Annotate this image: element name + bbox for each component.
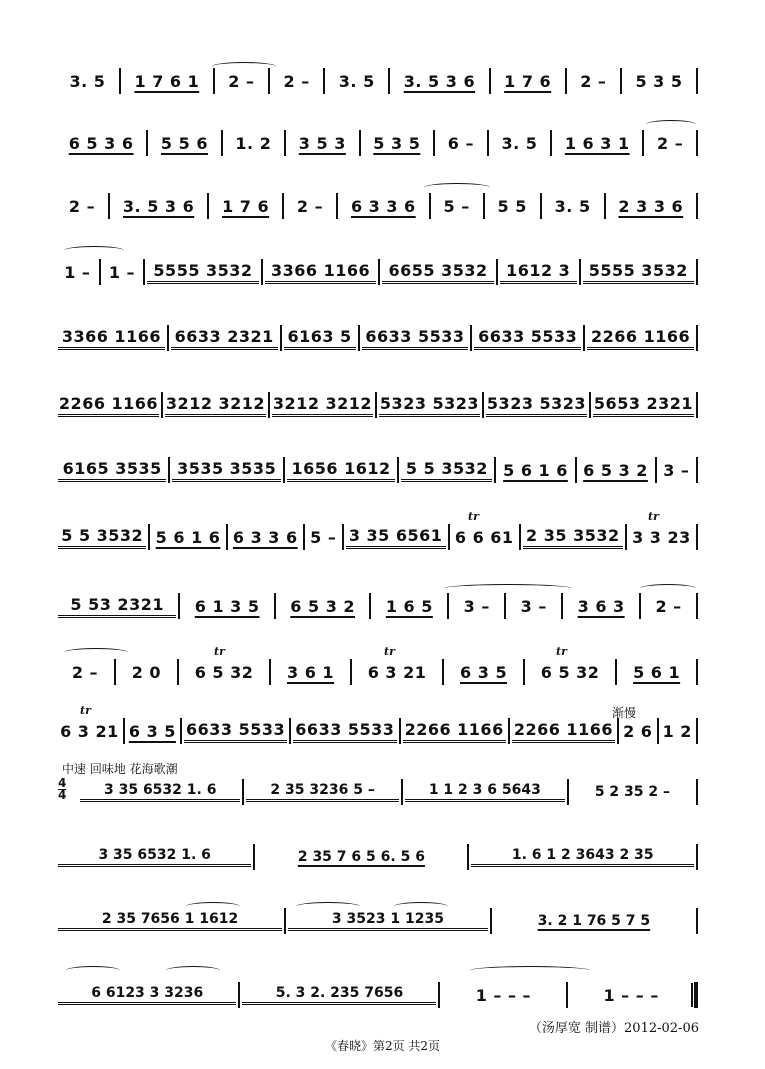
measure: 5 6 1 6 <box>155 527 221 547</box>
measure: 1656 1612 <box>287 459 395 482</box>
score-line <box>58 457 700 483</box>
bar-line <box>378 259 380 285</box>
bar-line <box>625 524 627 550</box>
measure: 1 – – – <box>475 985 532 1005</box>
bar-line <box>161 392 163 418</box>
arranger-credit: （汤厚宽 制谱）2012-02-06 <box>528 1021 699 1036</box>
bar-line <box>496 259 498 285</box>
trill-mark: tr <box>556 645 567 658</box>
bar-line <box>399 718 401 744</box>
measure: 5 – <box>310 527 337 547</box>
measure: 6 3 5 <box>128 721 176 741</box>
bar-line <box>696 68 698 94</box>
bar-line <box>178 593 180 619</box>
bar-line <box>467 844 469 870</box>
measure: 2 6 <box>623 721 653 741</box>
measure: 6165 3535 <box>58 459 166 482</box>
bar-line <box>696 325 698 351</box>
bar-line <box>221 130 223 156</box>
measure: 6163 5 <box>284 327 356 350</box>
measure: 3. 5 <box>69 71 106 91</box>
slur-arc <box>64 246 124 255</box>
slur-arc <box>470 966 590 975</box>
bar-line <box>540 193 542 219</box>
bar-line <box>657 718 659 744</box>
measure: 1. 2 <box>235 133 272 153</box>
tempo-marking: 中速 回味地 花海歌潮 <box>62 762 178 776</box>
bar-line <box>566 982 568 1008</box>
measure: 5555 3532 <box>583 261 695 284</box>
measure: 3. 5 3 6 <box>122 196 195 216</box>
measure: 6 6123 3 3236 <box>58 985 236 1005</box>
measure: 3 – <box>520 596 547 616</box>
score-line <box>58 718 700 744</box>
bar-line <box>696 844 698 870</box>
bar-line <box>213 68 215 94</box>
trill-mark: tr <box>468 510 479 523</box>
bar-line <box>567 779 569 805</box>
measure: 2 0 <box>131 662 162 682</box>
bar-line <box>168 457 170 483</box>
bar-line <box>283 457 285 483</box>
trill-mark: tr <box>384 645 395 658</box>
measure: 3212 3212 <box>272 394 373 417</box>
measure: 3 5 3 <box>298 133 346 153</box>
score-line <box>58 982 700 1008</box>
bar-line <box>604 193 606 219</box>
measure: 1 – <box>64 262 91 282</box>
bar-line <box>487 130 489 156</box>
measure: 3 3 23 <box>632 527 691 547</box>
bar-line <box>146 130 148 156</box>
score-line <box>58 130 700 156</box>
bar-line <box>696 193 698 219</box>
measure: 1 1 2 3 6 5643 <box>405 782 565 802</box>
measure: 3 6 3 <box>577 596 625 616</box>
score-line <box>58 392 700 418</box>
score-line <box>58 325 700 351</box>
bar-line <box>268 392 270 418</box>
bar-line <box>375 392 377 418</box>
measure: 3. 5 3 6 <box>403 71 476 91</box>
bar-line <box>401 779 403 805</box>
slur-arc <box>424 183 490 192</box>
measure: 5 6 1 <box>633 662 681 682</box>
bar-line <box>123 718 125 744</box>
time-signature-top: 4 <box>58 776 67 790</box>
score-line <box>58 844 700 870</box>
measure: 5555 3532 <box>147 261 259 284</box>
bar-line <box>358 325 360 351</box>
bar-line <box>655 457 657 483</box>
measure: 3. 2 1 76 5 7 5 <box>537 913 651 929</box>
bar-line <box>274 593 276 619</box>
slur-arc <box>640 584 696 593</box>
bar-line <box>617 718 619 744</box>
bar-line <box>429 193 431 219</box>
measure: 2266 1166 <box>512 720 615 743</box>
bar-line <box>442 659 444 685</box>
bar-line <box>242 779 244 805</box>
bar-line <box>579 259 581 285</box>
measure: 6 3 21 <box>60 721 119 741</box>
measure: 6 5 3 2 <box>583 460 648 480</box>
trill-mark: tr <box>80 704 91 717</box>
measure: 6633 5533 <box>293 720 396 743</box>
measure: 2266 1166 <box>58 394 159 417</box>
measure: 1 7 6 1 <box>134 71 200 91</box>
slur-arc <box>646 120 696 129</box>
measure: 2266 1166 <box>587 327 694 350</box>
measure: 2 – <box>68 196 96 216</box>
measure: 3 – <box>663 460 690 480</box>
bar-line <box>620 68 622 94</box>
bar-line <box>489 68 491 94</box>
measure: 3 35 6561 <box>346 526 446 549</box>
measure: 2 35 3236 5 – <box>246 782 398 802</box>
measure: 2 35 3532 <box>523 526 623 549</box>
measure: 3535 3535 <box>172 459 280 482</box>
measure: 6 1 3 5 <box>194 596 260 616</box>
trill-mark: tr <box>214 645 225 658</box>
measure: 5 – <box>443 196 470 216</box>
slur-arc <box>66 966 120 975</box>
measure: 3366 1166 <box>265 261 377 284</box>
slur-arc <box>394 902 448 911</box>
bar-line <box>336 193 338 219</box>
measure: 1 6 5 <box>385 596 433 616</box>
slur-arc <box>64 648 128 657</box>
bar-line <box>323 68 325 94</box>
measure: 2 – <box>655 596 682 616</box>
measure: 5 3 5 <box>373 133 421 153</box>
measure: 2 – <box>580 71 607 91</box>
bar-line <box>261 259 263 285</box>
measure: 2 – <box>71 662 99 682</box>
bar-line <box>238 982 240 1008</box>
bar-line <box>284 130 286 156</box>
measure: 5 5 3532 <box>401 459 492 482</box>
bar-line <box>490 908 492 934</box>
bar-line <box>575 457 577 483</box>
bar-line <box>696 130 698 156</box>
measure: 2 3 3 6 <box>618 196 684 216</box>
measure: 6 5 32 <box>194 662 254 682</box>
measure: 3 – <box>463 596 490 616</box>
measure: 6 5 3 2 <box>290 596 356 616</box>
measure: 5 6 1 6 <box>503 460 568 480</box>
bar-line <box>508 718 510 744</box>
measure: 6 5 32 <box>540 662 600 682</box>
bar-line <box>342 524 344 550</box>
bar-line <box>268 68 270 94</box>
time-signature <box>58 778 66 801</box>
score-line <box>58 524 700 550</box>
bar-line <box>696 659 698 685</box>
measure: 6 – <box>447 133 474 153</box>
bar-line <box>642 130 644 156</box>
measure: 6633 5533 <box>184 720 287 743</box>
measure: 3 3523 1 1235 <box>288 911 488 931</box>
bar-line <box>448 524 450 550</box>
measure: 2 35 7656 1 1612 <box>58 911 282 931</box>
bar-line <box>433 130 435 156</box>
bar-line <box>519 524 521 550</box>
measure: 5 53 2321 <box>58 595 176 618</box>
time-signature-bottom: 4 <box>58 788 67 802</box>
score-line <box>58 68 700 94</box>
measure: 1 – <box>108 262 136 282</box>
measure: 1 – – – <box>603 985 659 1005</box>
measure: 6 6 61 <box>454 527 514 547</box>
bar-line <box>550 130 552 156</box>
measure: 5323 5323 <box>379 394 480 417</box>
measure: 3366 1166 <box>58 327 165 350</box>
measure: 5323 5323 <box>486 394 587 417</box>
bar-line <box>282 193 284 219</box>
bar-line <box>119 68 121 94</box>
measure: 3 35 6532 1. 6 <box>80 782 240 802</box>
bar-line <box>447 593 449 619</box>
bar-line <box>523 659 525 685</box>
measure: 3. 5 <box>501 133 538 153</box>
measure: 1 7 6 <box>504 71 552 91</box>
bar-line <box>561 593 563 619</box>
bar-line <box>280 325 282 351</box>
bar-line <box>207 193 209 219</box>
bar-line <box>589 392 591 418</box>
bar-line <box>565 68 567 94</box>
measure: 6633 5533 <box>362 327 469 350</box>
slur-arc <box>186 902 240 911</box>
bar-line <box>696 593 698 619</box>
measure: 1612 3 <box>500 261 577 284</box>
bar-line <box>284 908 286 934</box>
page-footer: 《春晓》第2页 共2页 <box>324 1039 441 1053</box>
measure: 5 5 6 <box>160 133 208 153</box>
measure: 3 6 1 <box>287 662 335 682</box>
bar-line <box>369 593 371 619</box>
bar-line <box>696 457 698 483</box>
bar-line <box>359 130 361 156</box>
measure: 6633 5533 <box>474 327 581 350</box>
measure: 1 7 6 <box>222 196 270 216</box>
bar-line <box>167 325 169 351</box>
bar-line <box>438 982 440 1008</box>
measure: 3. 5 <box>338 71 375 91</box>
measure: 1 6 3 1 <box>564 133 630 153</box>
score-line <box>58 593 700 619</box>
bar-line <box>269 659 271 685</box>
bar-line <box>253 844 255 870</box>
bar-line <box>180 718 182 744</box>
measure: 3 35 6532 1. 6 <box>58 847 251 867</box>
bar-line <box>388 68 390 94</box>
bar-line <box>696 524 698 550</box>
measure: 3. 5 <box>554 196 591 216</box>
measure: 5 5 3532 <box>58 526 146 549</box>
bar-line <box>483 193 485 219</box>
measure: 5 3 5 <box>635 71 683 91</box>
bar-line <box>470 325 472 351</box>
measure: 1 2 <box>662 721 692 741</box>
bar-line <box>615 659 617 685</box>
measure: 6 3 3 6 <box>232 527 298 547</box>
measure: 6 5 3 6 <box>68 133 134 153</box>
bar-line <box>504 593 506 619</box>
bar-line <box>99 259 101 285</box>
bar-line <box>482 392 484 418</box>
slur-arc <box>166 966 220 975</box>
score-line <box>80 779 700 805</box>
bar-line <box>350 659 352 685</box>
bar-line <box>226 524 228 550</box>
measure: 5 2 35 2 – <box>594 784 671 800</box>
bar-line <box>143 259 145 285</box>
bar-line <box>696 392 698 418</box>
bar-line <box>696 259 698 285</box>
bar-line <box>114 659 116 685</box>
score-line <box>58 908 700 934</box>
bar-line <box>397 457 399 483</box>
measure: 2 35 7 6 5 6. 5 6 <box>297 849 425 865</box>
measure: 3212 3212 <box>165 394 266 417</box>
measure: 2266 1166 <box>403 720 506 743</box>
bar-line <box>289 718 291 744</box>
slur-arc <box>444 584 572 593</box>
measure: 2 – <box>657 133 684 153</box>
slur-arc <box>296 902 360 911</box>
bar-line <box>177 659 179 685</box>
measure: 6655 3532 <box>382 261 494 284</box>
bar-line <box>108 193 110 219</box>
bar-line <box>696 779 698 805</box>
score-line <box>58 193 700 219</box>
measure: 6 3 5 <box>460 662 508 682</box>
bar-line <box>494 457 496 483</box>
bar-line <box>696 908 698 934</box>
measure: 2 – <box>228 71 255 91</box>
measure: 2 – <box>283 71 310 91</box>
bar-line <box>639 593 641 619</box>
score-line <box>58 259 700 285</box>
bar-line <box>696 718 698 744</box>
measure: 5 5 <box>497 196 527 216</box>
score-line <box>58 659 700 685</box>
measure: 6 3 3 6 <box>350 196 416 216</box>
slur-arc <box>212 62 276 71</box>
measure: 5653 2321 <box>593 394 694 417</box>
bar-line <box>303 524 305 550</box>
final-bar-line <box>694 982 698 1008</box>
trill-mark: tr <box>648 510 659 523</box>
tempo-change-marking: 渐慢 <box>612 706 637 720</box>
measure: 6 3 21 <box>367 662 427 682</box>
bar-line <box>583 325 585 351</box>
measure: 6633 2321 <box>171 327 278 350</box>
measure: 2 – <box>296 196 324 216</box>
measure: 5. 3 2. 235 7656 <box>242 985 436 1005</box>
bar-line <box>148 524 150 550</box>
measure: 1. 6 1 2 3643 2 35 <box>471 847 694 867</box>
